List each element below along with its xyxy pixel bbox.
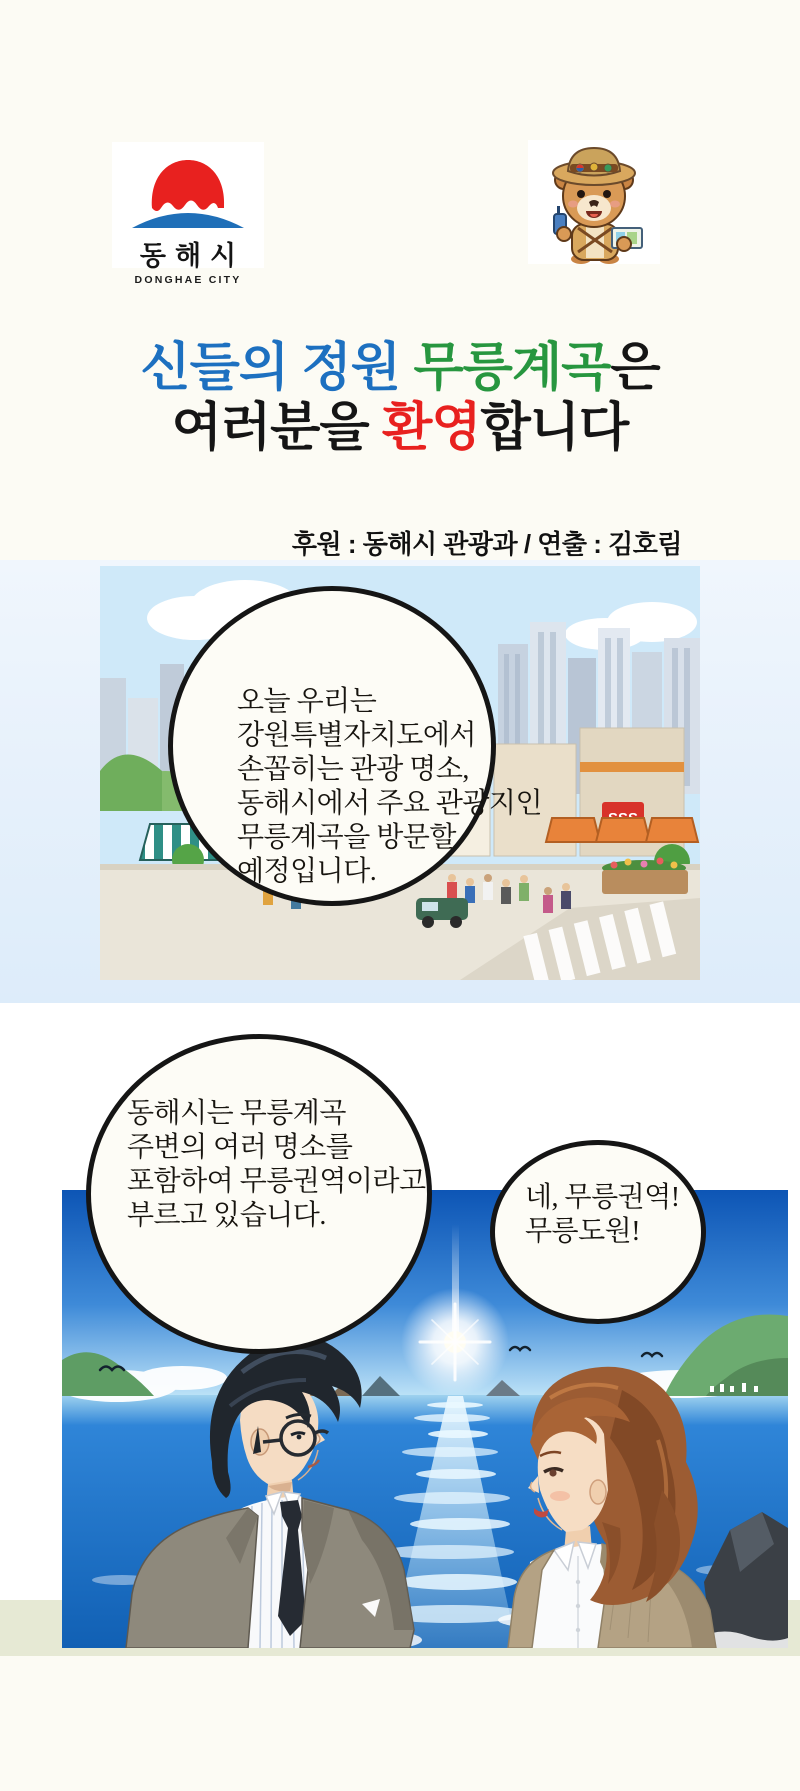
title-line-1 — [0, 338, 800, 398]
title-black-text-3: 합니다 — [480, 399, 629, 457]
title-red-text: 환영 — [382, 399, 481, 457]
speech-bubble-man-text: 동해시는 무릉계곡 주변의 여러 명소를 포함하여 무릉권역이라고 부르고 있습니다. — [127, 1098, 426, 1231]
title-line-2 — [0, 398, 800, 458]
bear-safari-hat-icon — [553, 148, 635, 185]
logo-sun-icon — [152, 160, 224, 211]
donghae-city-logo — [112, 142, 264, 286]
speech-bubble-woman-text: 네, 무릉권역! 무릉도원! — [525, 1182, 680, 1247]
title-black-text-2: 여러분을 — [171, 399, 383, 457]
credit-line: 후원 : 동해시 관광과 / 연출 : 김호림 — [291, 529, 682, 559]
logo-korean-text: 동해시 — [139, 241, 246, 271]
mascot-card — [528, 140, 660, 264]
speech-bubble-woman — [490, 1140, 706, 1324]
mascot-bear-illustration — [528, 140, 660, 264]
title-blue-text: 신들의 정원 — [140, 339, 414, 397]
logo-wave-icon — [132, 213, 244, 228]
title-black-text-1: 은 — [610, 339, 660, 397]
page-title — [0, 338, 800, 458]
speech-bubble-narrator — [168, 586, 543, 906]
speech-bubble-man — [86, 1034, 432, 1354]
logo-english-text: DONGHAE CITY — [134, 274, 242, 286]
flower-planter — [602, 858, 688, 895]
speech-bubble-narrator-text: 오늘 우리는 강원특별자치도에서 손꼽히는 관광 명소, 동해시에서 주요 관광지인 무릉계곡을 방문할 예정입니다. — [237, 686, 543, 887]
title-green-text: 무릉계곡 — [413, 339, 611, 397]
donghae-logo-mark — [118, 148, 258, 236]
